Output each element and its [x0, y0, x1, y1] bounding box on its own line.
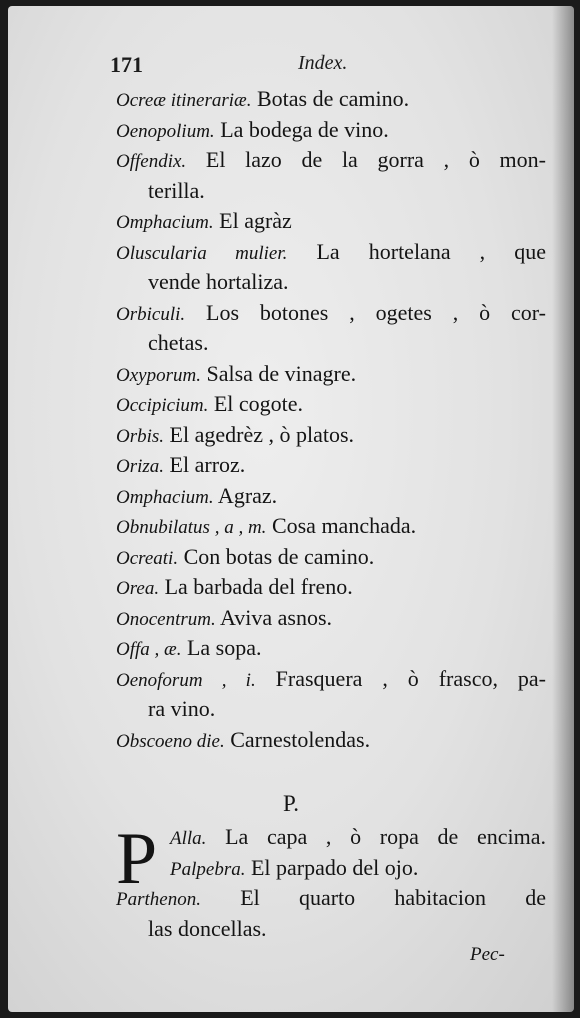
index-entries — [116, 84, 546, 755]
entry-gloss: La barbada del freno. — [159, 574, 353, 599]
entry-headword: Orbis. — [116, 425, 165, 447]
entry-headword: Obnubilatus , a , m. — [116, 517, 267, 538]
entry-line — [116, 237, 546, 268]
entry-gloss: terilla. — [148, 177, 205, 203]
entry-gloss: las doncellas. — [148, 915, 267, 941]
entry-line — [116, 267, 546, 298]
entry-line — [116, 511, 546, 542]
entry-headword: Olusculariа mulier. — [116, 242, 288, 264]
entry-headword: Palpebra. — [170, 858, 246, 880]
running-head: Index. — [298, 52, 348, 74]
entry-line — [116, 633, 546, 664]
entry-line — [116, 853, 546, 884]
entry-gloss: Botas de camino. — [251, 86, 410, 111]
entry-gloss: El cogote. — [208, 391, 304, 416]
entry-headword: Onocentrum. — [116, 608, 216, 630]
entry-gloss: El quarto habitacion de — [200, 885, 546, 910]
entry-gloss: ra vino. — [148, 696, 216, 721]
entry-line — [116, 822, 546, 853]
entry-line — [116, 328, 546, 359]
entry-gloss: La capa , ò ropa de encima. — [206, 824, 546, 849]
entry-headword: Ocreæ itinerariæ. — [116, 90, 252, 111]
entry-line — [116, 115, 546, 146]
entry-line — [116, 664, 546, 695]
entry-headword: Oenoforum , i. — [116, 669, 256, 691]
entry-gloss: vende hortaliza. — [148, 269, 289, 294]
entry-headword: Offendix. — [116, 151, 187, 172]
entry-gloss: La bodega de vino. — [214, 116, 389, 142]
entry-headword: Alla. — [170, 828, 207, 849]
entry-line — [116, 206, 546, 237]
entry-headword: Oxyporum. — [116, 364, 201, 386]
entry-gloss: chetas. — [148, 330, 209, 355]
section-p — [116, 818, 546, 944]
entry-headword: Offa , æ. — [116, 639, 182, 660]
entry-headword: Parthenon. — [116, 889, 201, 910]
entry-line — [116, 389, 546, 420]
entry-line — [116, 84, 546, 115]
entry-headword: Orea. — [116, 578, 160, 599]
entry-gloss: El lazo de la gorra , ò mon- — [186, 147, 546, 172]
entry-gloss: Salsa de vinagre. — [200, 360, 357, 386]
entry-headword: Ocreati. — [116, 547, 179, 569]
entry-gloss: Frasquera , ò frasco, pa- — [255, 665, 547, 691]
entry-headword: Occipicium. — [116, 395, 209, 416]
entry-gloss: El arroz. — [164, 452, 246, 477]
entry-headword: Omphacium. — [116, 486, 214, 508]
entry-gloss: Carnestolendas. — [224, 726, 371, 752]
entry-headword: Obscoeno die. — [116, 730, 225, 752]
entry-line — [116, 145, 546, 176]
entry-gloss: Cosa manchada. — [266, 513, 417, 538]
catchword: Pec- — [470, 944, 505, 965]
entry-headword: Oenopolium. — [116, 120, 215, 142]
page-spine-shadow — [552, 6, 574, 1012]
entry-line — [116, 450, 546, 481]
entry-gloss: El agedrèz , ò platos. — [164, 421, 355, 447]
entry-headword: Oriza. — [116, 456, 165, 477]
entry-line — [116, 420, 546, 451]
entry-gloss: La sopa. — [181, 635, 262, 660]
entry-gloss: El agràz — [213, 208, 292, 233]
entry-gloss: Los botones , ogetes , ò cor- — [185, 299, 546, 325]
page-header — [110, 52, 530, 82]
entry-line — [116, 359, 546, 390]
entry-line — [116, 725, 546, 756]
entry-line — [116, 298, 546, 329]
section-letter: P. — [283, 791, 299, 816]
entry-headword: Orbiculi. — [116, 303, 186, 325]
entry-line — [116, 883, 546, 914]
entry-line — [116, 603, 546, 634]
entry-gloss: El parpado del ojo. — [245, 854, 419, 880]
drop-cap: P — [116, 818, 158, 900]
entry-gloss: Aviva asnos. — [215, 604, 333, 630]
entry-line — [116, 481, 546, 512]
entry-line — [116, 914, 546, 945]
entry-gloss: Con botas de camino. — [178, 543, 375, 569]
entry-line — [116, 542, 546, 573]
entry-line — [116, 176, 546, 207]
entry-line — [116, 572, 546, 603]
entry-line — [116, 694, 546, 725]
entry-gloss: Agraz. — [213, 482, 278, 508]
entry-headword: Omphacium. — [116, 212, 214, 233]
page-number: 171 — [110, 52, 143, 77]
book-page — [8, 6, 574, 1012]
entry-gloss: La hortelana , que — [287, 238, 547, 264]
